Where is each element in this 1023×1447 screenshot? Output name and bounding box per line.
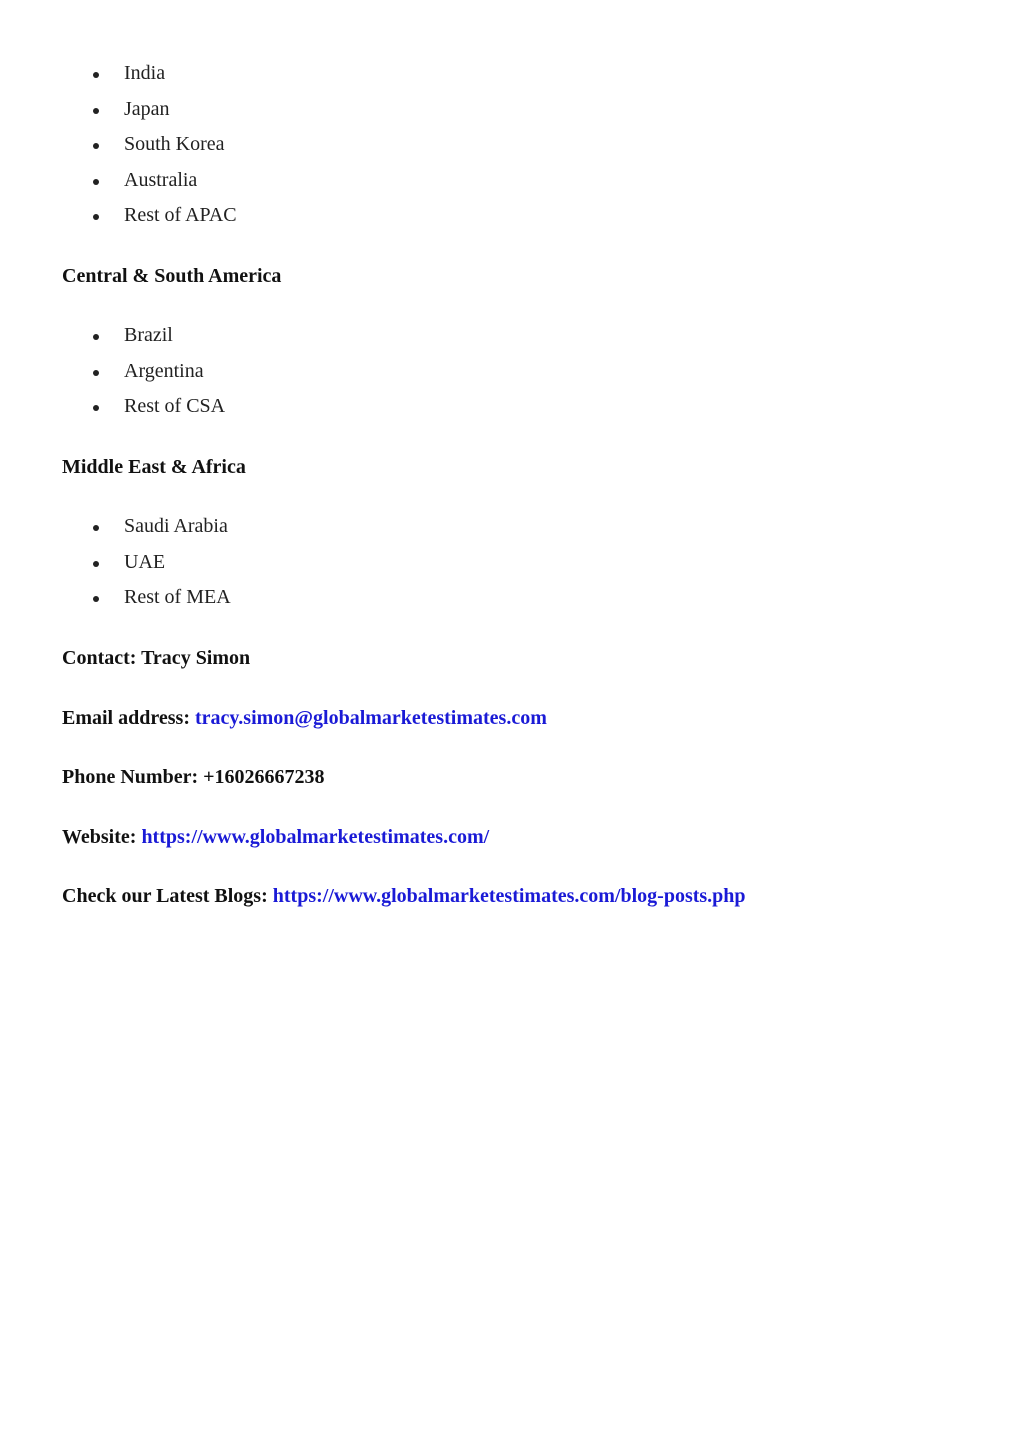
- contact-line: [62, 646, 250, 670]
- contact-label: Contact:: [62, 647, 137, 669]
- email-line: [62, 706, 547, 730]
- list-item: Argentina: [0, 354, 225, 390]
- list-item: Australia: [0, 163, 237, 199]
- mea-heading: Middle East & Africa: [62, 456, 246, 478]
- mea-country-list: [0, 509, 231, 616]
- contact-name: Tracy Simon: [141, 647, 251, 669]
- list-item: South Korea: [0, 127, 237, 163]
- blogs-link[interactable]: https://www.globalmarketestimates.com/blog-posts.php: [272, 885, 746, 907]
- website-label: Website:: [62, 826, 137, 848]
- list-item: Rest of CSA: [0, 389, 225, 425]
- phone-line: [62, 765, 325, 789]
- list-item: India: [0, 56, 237, 92]
- list-item: Rest of APAC: [0, 198, 237, 234]
- list-item: Saudi Arabia: [0, 509, 231, 545]
- phone-number: +16026667238: [203, 766, 325, 788]
- phone-label: Phone Number:: [62, 766, 199, 788]
- email-link[interactable]: tracy.simon@globalmarketestimates.com: [194, 707, 547, 729]
- apac-country-list: [0, 56, 237, 234]
- email-label: Email address:: [62, 707, 190, 729]
- csa-heading: Central & South America: [62, 265, 282, 287]
- blogs-line: [62, 884, 746, 908]
- blogs-label: Check our Latest Blogs:: [62, 885, 268, 907]
- list-item: Japan: [0, 92, 237, 128]
- csa-country-list: [0, 318, 225, 425]
- list-item: Rest of MEA: [0, 580, 231, 616]
- website-line: [62, 825, 489, 849]
- list-item: Brazil: [0, 318, 225, 354]
- website-link[interactable]: https://www.globalmarketestimates.com/: [141, 826, 490, 848]
- list-item: UAE: [0, 545, 231, 581]
